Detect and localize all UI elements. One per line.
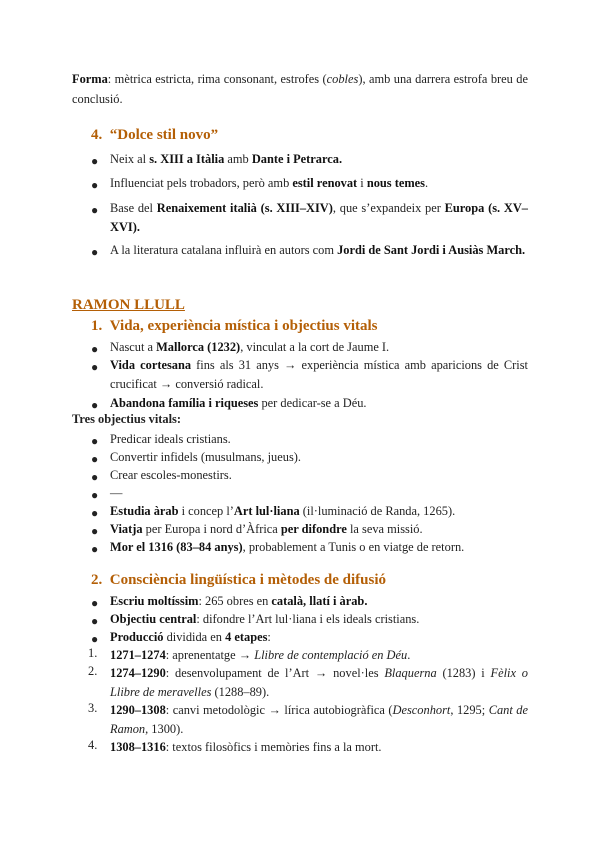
text: i concep l’	[178, 504, 234, 518]
bold-text: Producció	[110, 630, 164, 644]
dolce-heading	[91, 127, 218, 144]
bold-text: Jordi de Sant Jordi i Ausiàs March.	[337, 243, 526, 257]
text: : aprenentatge →	[165, 648, 255, 662]
bullet: ●	[91, 452, 99, 466]
text: , que s’expandeix per	[332, 201, 445, 215]
llull-s1-item-2	[110, 356, 528, 394]
bold-text: Estudia àrab	[110, 504, 179, 518]
bullet: ●	[91, 470, 99, 484]
text: , vinculat a la cort de Jaume I.	[240, 340, 390, 354]
section-heading-text: Vida, experiència mística i objectius vitals	[109, 318, 378, 334]
bullet: ●	[91, 360, 99, 374]
text: per dedicar-se a Déu.	[258, 396, 367, 410]
text: , 1300).	[145, 722, 184, 736]
bullet: ●	[91, 178, 99, 192]
bold-text: Art lul·liana	[233, 504, 300, 518]
stage-1	[110, 646, 528, 665]
italic-text: Desconhort	[392, 703, 451, 717]
text: per Europa i nord d’Àfrica	[142, 522, 281, 536]
text: , 1295;	[450, 703, 489, 717]
bold-text: Europa (s. XV–XVI).	[110, 201, 528, 234]
dolce-item-4	[110, 241, 528, 260]
italic-text: Cant de Ramon	[110, 703, 528, 736]
llull-title: RAMON LLULL	[72, 297, 185, 313]
text: : difondre l’Art lul·liana i els ideals cristians.	[196, 612, 420, 626]
bold-text: nous temes	[366, 176, 425, 190]
llull-s2-item-3	[110, 628, 528, 647]
bullet: ●	[91, 614, 99, 628]
text: i	[357, 176, 367, 190]
text: Base del	[110, 201, 157, 215]
bold-text: estil renovat	[292, 176, 358, 190]
stage-2	[110, 664, 528, 702]
bullet: ●	[91, 245, 99, 259]
bullet: ●	[91, 398, 99, 412]
text: amb	[224, 152, 252, 166]
bold-text: Escriu moltíssim	[110, 594, 199, 608]
text: A la literatura catalana influirà en autors com	[110, 243, 338, 257]
dolce-heading-number: 4.	[91, 127, 103, 143]
text: dividida en	[163, 630, 226, 644]
llull-more-1	[110, 502, 528, 521]
text: .	[424, 176, 429, 190]
llull-s2-item-1	[110, 592, 528, 611]
llull-s2-item-2	[110, 610, 528, 629]
bold-text: català, llatí i àrab.	[271, 594, 368, 608]
bullet: ●	[91, 203, 99, 217]
bullet: ●	[91, 506, 99, 520]
bold-text: s. XIII a Itàlia	[149, 152, 225, 166]
forma-paragraph	[72, 69, 528, 109]
forma-label: Forma	[72, 72, 108, 86]
llull-more-2	[110, 520, 528, 539]
text: Nascut a	[110, 340, 157, 354]
bullet: ●	[91, 154, 99, 168]
bold-text: 1274–1290	[110, 666, 166, 680]
stage-3	[110, 701, 528, 739]
bold-text: 1271–1274	[110, 648, 166, 662]
objective-4: —	[110, 486, 123, 500]
italic-text: Llibre de contemplació en Déu	[254, 648, 408, 662]
stage-number: 4.	[88, 738, 98, 752]
text: (1288–89).	[211, 685, 270, 699]
text: .	[407, 648, 411, 662]
bold-text: 1308–1316	[110, 740, 166, 754]
bullet: ●	[91, 596, 99, 610]
bold-text: Abandona família i riqueses	[110, 396, 259, 410]
text: Neix al	[110, 152, 150, 166]
bold-text: 1290–1308	[110, 703, 166, 717]
forma-cobles: cobles	[326, 72, 359, 86]
objectives-title: Tres objectius vitals:	[72, 412, 181, 426]
bold-text: Dante i Petrarca.	[251, 152, 343, 166]
stage-number: 1.	[88, 646, 98, 660]
stage-4	[110, 738, 528, 757]
bullet: ●	[91, 434, 99, 448]
text: :	[267, 630, 271, 644]
text: (il·luminació de Randa, 1265).	[299, 504, 456, 518]
bullet: ●	[91, 342, 99, 356]
dolce-item-3	[110, 199, 528, 237]
bold-text: 4 etapes	[225, 630, 268, 644]
objective-3: Crear escoles-monestirs.	[110, 468, 232, 482]
bullet: ●	[91, 542, 99, 556]
llull-section-1-heading	[91, 318, 378, 335]
bold-text: Objectiu central	[110, 612, 197, 626]
dolce-item-2	[110, 174, 528, 193]
text: (1283) i	[436, 666, 491, 680]
objective-1: Predicar ideals cristians.	[110, 432, 231, 446]
bullet: ●	[91, 524, 99, 538]
italic-text: Fèlix o Llibre de meravelles	[110, 666, 528, 699]
dolce-heading-text: “Dolce stil novo”	[109, 127, 219, 143]
forma-text-1: : mètrica estricta, rima consonant, estrofes (	[107, 72, 327, 86]
italic-text: Blaquerna	[384, 666, 437, 680]
section-number: 1.	[91, 318, 103, 334]
text: la seva missió.	[346, 522, 423, 536]
forma-text-2: ), amb una darrera estrofa breu de conclusió.	[72, 72, 528, 106]
bold-text: Viatja	[110, 522, 143, 536]
objective-2: Convertir infidels (musulmans, jueus).	[110, 450, 301, 464]
text: Influenciat pels trobadors, però amb	[110, 176, 293, 190]
llull-section-2-heading	[91, 572, 386, 589]
text: fins als 31 anys → experiència mística amb aparicions de Crist crucificat → conversió radical.	[110, 358, 529, 391]
bullet: ●	[91, 632, 99, 646]
text: , probablement a Tunis o en viatge de retorn.	[242, 540, 465, 554]
bold-text: Mallorca (1232)	[156, 340, 241, 354]
stage-number: 2.	[88, 664, 98, 678]
bold-text: Renaixement italià (s. XIII–XIV)	[156, 201, 333, 215]
stage-number: 3.	[88, 701, 98, 715]
text: : canvi metodològic → lírica autobiogràfica (	[165, 703, 393, 717]
section-number: 2.	[91, 572, 103, 588]
llull-s1-item-3	[110, 394, 528, 413]
bullet: ●	[91, 488, 99, 502]
bold-text: Vida cortesana	[110, 358, 192, 372]
text: : desenvolupament de l’Art → novel·les	[165, 666, 385, 680]
text: : textos filosòfics i memòries fins a la mort.	[165, 740, 382, 754]
section-heading-text: Consciència lingüística i mètodes de difusió	[109, 572, 387, 588]
bold-text: per difondre	[280, 522, 347, 536]
llull-s1-item-1	[110, 338, 528, 357]
bold-text: Mor el 1316 (83–84 anys)	[110, 540, 243, 554]
text: : 265 obres en	[198, 594, 272, 608]
llull-more-3	[110, 538, 528, 557]
dolce-item-1	[110, 150, 528, 169]
